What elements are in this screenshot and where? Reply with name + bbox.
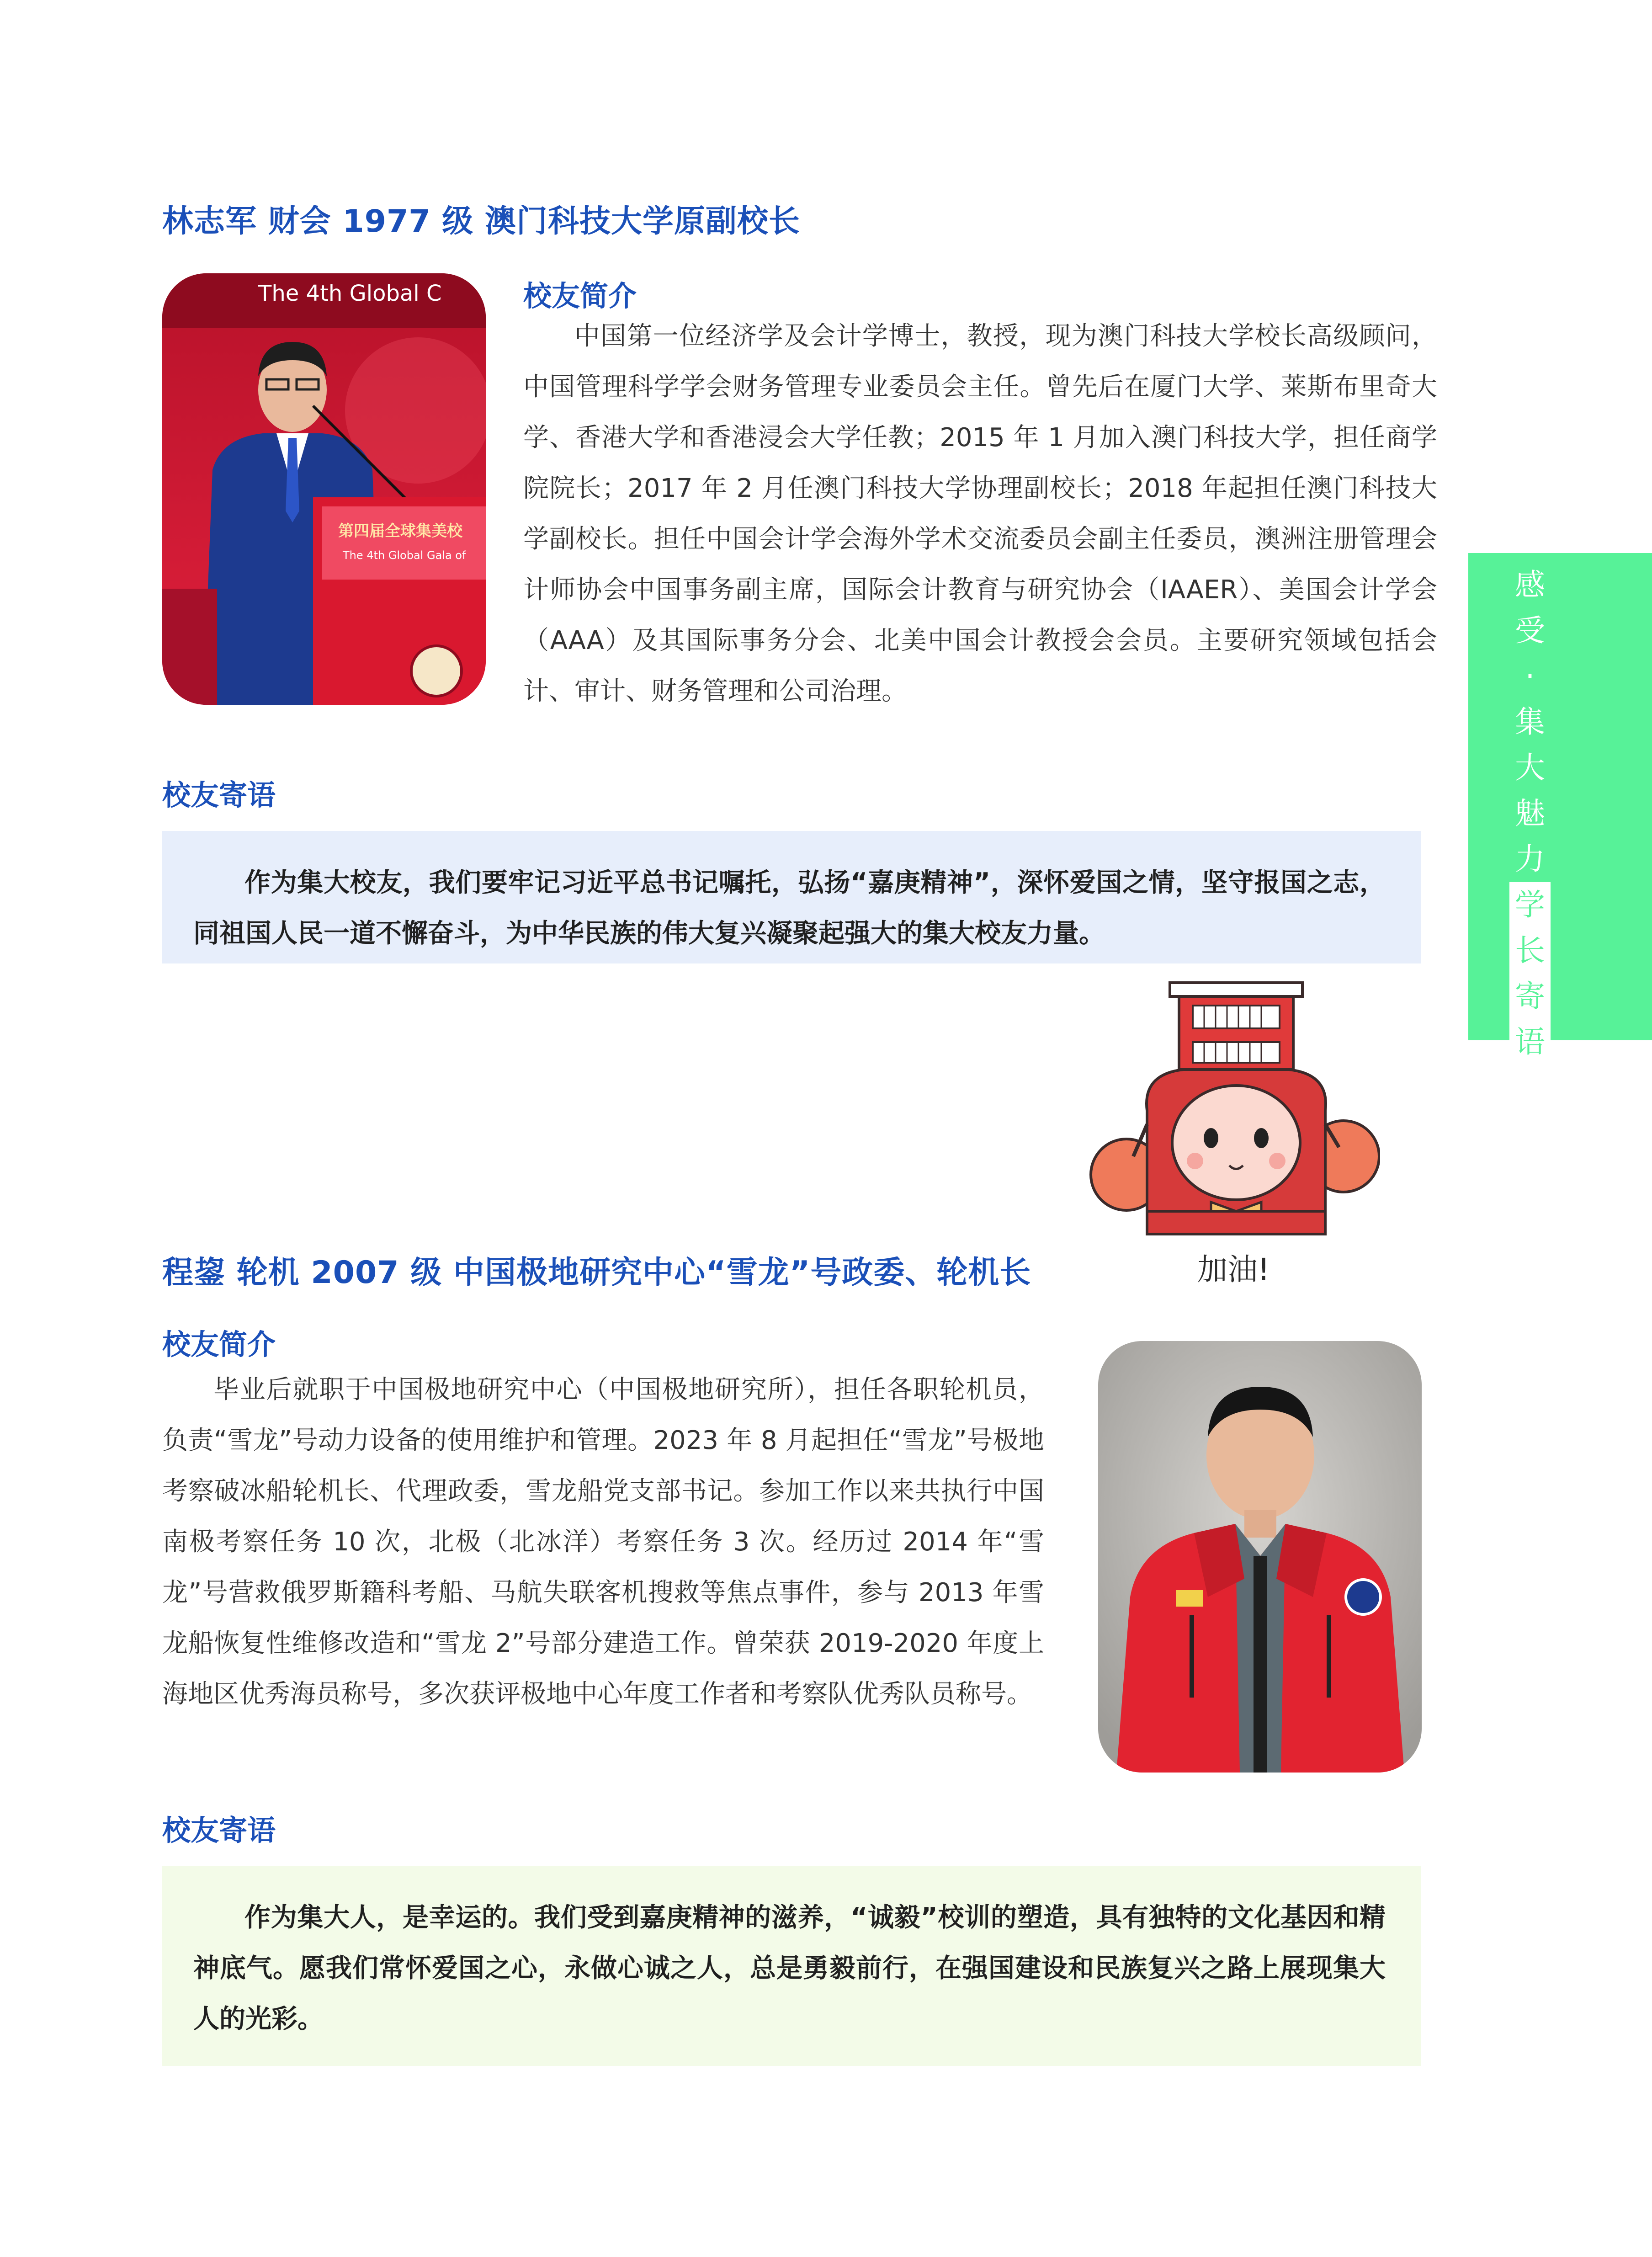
side-tab-char: 魅 xyxy=(1515,796,1545,831)
side-tab-char: 长 xyxy=(1509,928,1551,974)
side-tab-char: 力 xyxy=(1515,841,1545,877)
profile1-intro-label: 校友简介 xyxy=(523,279,637,313)
profile2-intro-label: 校友简介 xyxy=(162,1328,276,1361)
side-section-tab xyxy=(1468,553,1652,1059)
profile2-intro-paragraph: 毕业后就职于中国极地研究中心（中国极地研究所），担任各职轮机员，负责“雪龙”号动力设备的使用维护和管理。2023 年 8 月起担任“雪龙”号极地考察破冰船轮机长、代理政委，雪龙船党支部书记。参加工作以来共执行中国南极考察任务 10 次，北极（北冰洋）考察任务 3 次。经历过 2014 年“雪龙”号营救俄罗斯籍科考船、马航失联客机搜救等焦点事件，参与 2013 年雪龙船恢复性维修改造和“雪龙 2”号部分建造工作。曾荣获 2019-2020 年度上海地区优秀海员称号，多次获评极地中心年度工作者和考察队优秀队员称号。 xyxy=(162,1375,1044,1709)
side-tab-char: 受 xyxy=(1515,613,1545,648)
profile1-message-box xyxy=(162,831,1421,963)
side-tab-char: 集 xyxy=(1515,704,1545,740)
profile1-intro-paragraph: 中国第一位经济学及会计学博士，教授，现为澳门科技大学校长高级顾问，中国管理科学学会财务管理专业委员会主任。曾先后在厦门大学、莱斯布里奇大学、香港大学和香港浸会大学任教；2015 年 1 月加入澳门科技大学，担任商学院院长；2017 年 2 月任澳门科技大学协理副校长；2018 年起担任澳门科技大学副校长。担任中国会计学会海外学术交流委员会副主任委员，澳洲注册管理会计师协会中国事务副主席，国际会计教育与研究协会（IAAER）、美国会计学会（AAA）及其国际事务分会、北美中国会计教授会会员。主要研究领域包括会计、审计、财务管理和公司治理。 xyxy=(523,321,1437,706)
side-tab-char: 学 xyxy=(1509,882,1551,928)
profile2-message-text: 作为集大人，是幸运的。我们受到嘉庚精神的滋养，“诚毅”校训的塑造，具有独特的文化基因和精神底气。愿我们常怀爱国之心，永做心诚之人，总是勇毅前行，在强国建设和民族复兴之路上展现集大人的光彩。 xyxy=(193,1902,1386,2034)
side-tab-column-section xyxy=(1509,882,1551,1065)
podium-subtitle: The 4th Global Gala of xyxy=(343,549,466,562)
side-tab-char: 寄 xyxy=(1509,974,1551,1019)
mascot-illustration xyxy=(1088,974,1380,1294)
podium-title: 第四届全球集美校 xyxy=(338,522,462,540)
profile2-message-box xyxy=(162,1866,1421,2066)
side-tab-char: · xyxy=(1525,659,1535,694)
profile1-headline: 林志军 财会 1977 级 澳门科技大学原副校长 xyxy=(162,203,800,240)
side-tab-column-chapter xyxy=(1509,562,1551,882)
profile2-message-label: 校友寄语 xyxy=(162,1814,276,1847)
mascot-caption: 加油! xyxy=(1197,1252,1270,1287)
photo-banner-text: The 4th Global C xyxy=(258,281,442,306)
profile2-photo xyxy=(1098,1341,1422,1773)
side-tab-char: 语 xyxy=(1509,1019,1551,1065)
side-tab-char: 大 xyxy=(1515,750,1545,785)
profile2-intro-text xyxy=(162,1364,1044,1719)
profile1-message-label: 校友寄语 xyxy=(162,778,276,812)
profile1-photo xyxy=(162,273,486,705)
side-tab-char: 感 xyxy=(1515,567,1545,602)
profile1-intro-text xyxy=(523,311,1437,717)
profile1-message-text: 作为集大校友，我们要牢记习近平总书记嘱托，弘扬“嘉庚精神”，深怀爱国之情，坚守报国之志，同祖国人民一道不懈奋斗，为中华民族的伟大复兴凝聚起强大的集大校友力量。 xyxy=(193,868,1386,948)
profile2-headline: 程鋆 轮机 2007 级 中国极地研究中心“雪龙”号政委、轮机长 xyxy=(162,1255,1031,1291)
